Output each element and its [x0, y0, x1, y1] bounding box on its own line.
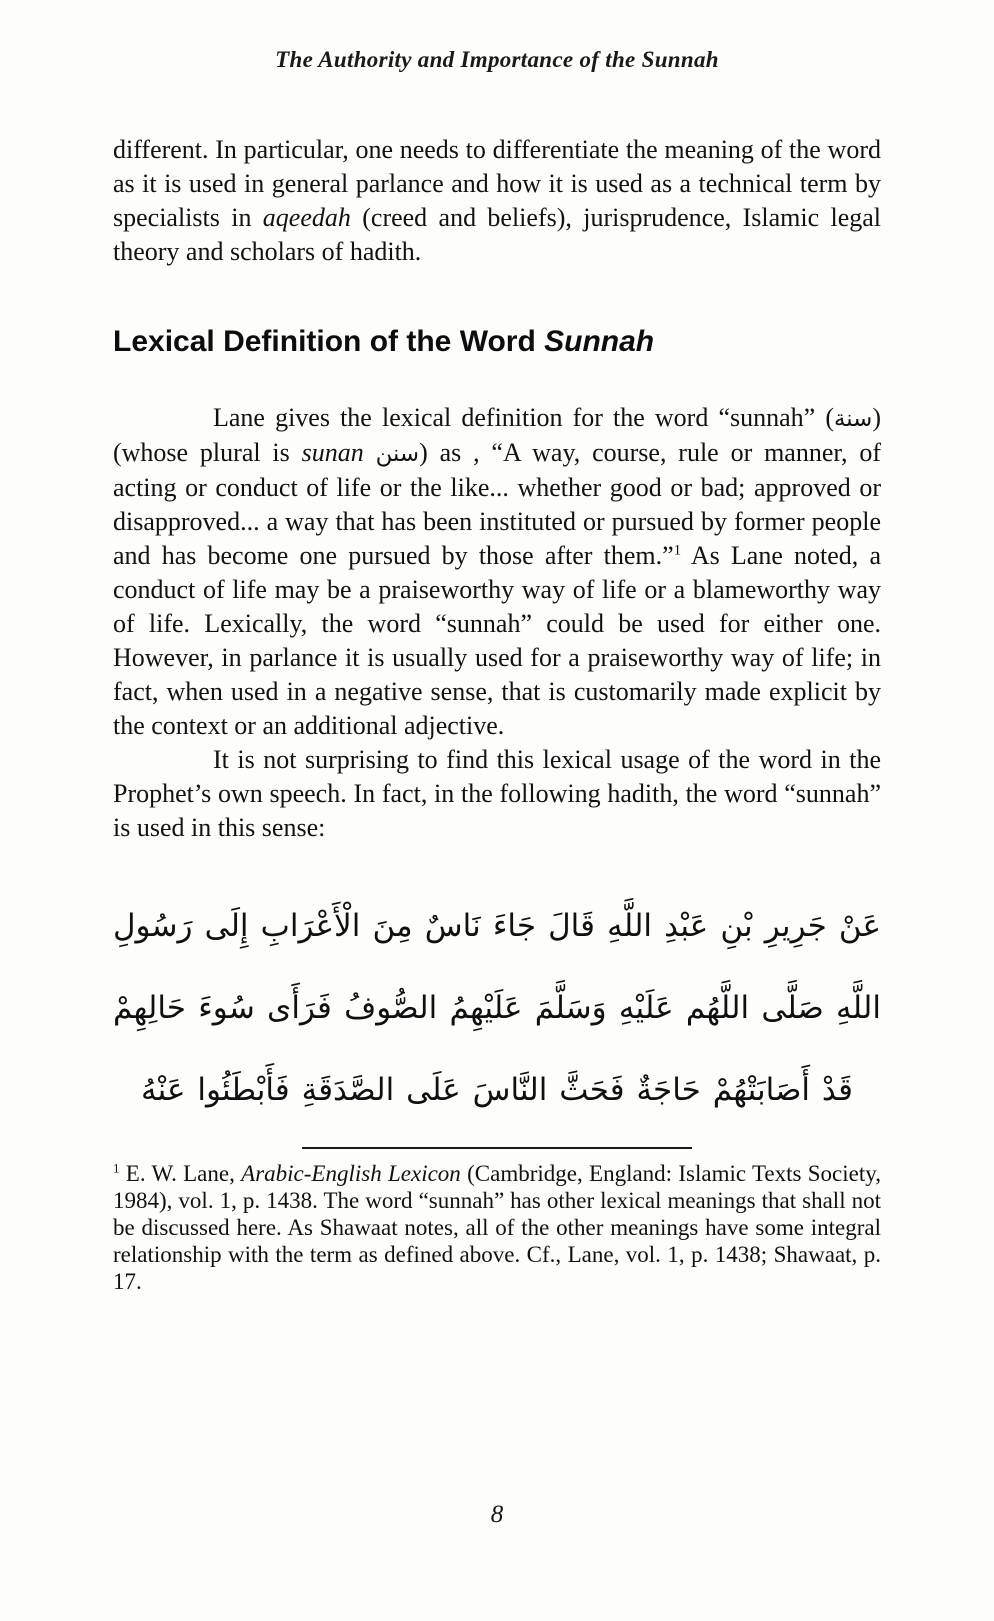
footnote-book-title: Arabic-English Lexicon — [241, 1161, 461, 1186]
page-content — [113, 133, 881, 1295]
footnote-body-text: (Cambridge, England: Islamic Texts Society, 1984), vol. 1, p. 1438. The word “sunnah” has other lexical meanings that shall not be discussed here. As Shawaat notes, all of the other meanings have some integral relationship with the term as defined above. Cf., Lane, vol. 1, p. 1438; Shawaat, p. 17. — [113, 1161, 881, 1294]
paragraph-text: ) as , “A way, course, rule or manner, of acting or conduct of life or the like... whether good or bad; approved or disapproved... a way that has been instituted or pursued by former people and has become one pursued by those after them.” — [113, 438, 881, 570]
paragraph-text: (creed and beliefs), jurisprudence, Islamic legal theory and scholars of hadith. — [113, 203, 881, 266]
arabic-hadith-block — [113, 885, 881, 1131]
paragraph-text: different. In particular, one needs to differentiate the meaning of the word as it is used in general parlance and how it is used as a technical term by specialists in — [113, 135, 881, 232]
arabic-hadith-line-1: عَنْ جَرِيرِ بْنِ عَبْدِ اللَّهِ قَالَ جَاءَ نَاسٌ مِنَ الْأَعْرَابِ إِلَى رَسُولِ — [113, 908, 881, 944]
section-heading-italic-word: Sunnah — [544, 325, 655, 358]
paragraph-text: ) (whose plural is — [113, 403, 881, 467]
page-number: 8 — [490, 1501, 504, 1528]
italic-term-sunan: sunan — [301, 438, 364, 467]
footnote-body-text: E. W. Lane, — [119, 1161, 242, 1186]
arabic-hadith-line-2: اللَّهِ صَلَّى اللَّهُم عَلَيْهِ وَسَلَّمَ عَلَيْهِمُ الصُّوفُ فَرَأَى سُوءَ حَالِهِمْ — [113, 990, 881, 1026]
paragraph-intro — [113, 133, 881, 269]
footnote-separator — [302, 1147, 692, 1149]
paragraph-text — [364, 438, 376, 467]
section-heading-text: Lexical Definition of the Word — [113, 325, 545, 358]
paragraph-text: As Lane noted, a conduct of life may be a praiseworthy way of life or a blameworthy way of life. Lexically, the word “sunnah” could be used for either one. However, in parlance it is usually used for a praiseworthy way of life; in fact, when used in a negative sense, that is customarily made explicit by the context or an additional adjective. — [113, 541, 881, 740]
paragraph-text: It is not surprising to find this lexical usage of the word in the Prophet’s own speech. In fact, in the following hadith, the word “sunnah” is used in this sense: — [113, 745, 881, 842]
inline-arabic-sunnah: سنة — [833, 406, 873, 432]
inline-arabic-sunan: سنن — [375, 441, 420, 467]
paragraph-lexical-definition — [113, 401, 881, 743]
section-heading — [113, 325, 881, 359]
paragraph-text: Lane gives the lexical definition for the word “sunnah” ( — [213, 403, 834, 432]
footnote-reference-1: 1 — [673, 542, 682, 559]
footnote-marker: 1 — [113, 1160, 120, 1176]
running-header: The Authority and Importance of the Sunnah — [275, 47, 719, 72]
paragraph-usage — [113, 743, 881, 845]
italic-term-aqeedah: aqeedah — [262, 203, 351, 232]
arabic-hadith-line-3: قَدْ أَصَابَتْهُمْ حَاجَةٌ فَحَثَّ النَّاسَ عَلَى الصَّدَقَةِ فَأَبْطَئُوا عَنْهُ — [141, 1072, 853, 1108]
footnote-text — [113, 1160, 881, 1295]
